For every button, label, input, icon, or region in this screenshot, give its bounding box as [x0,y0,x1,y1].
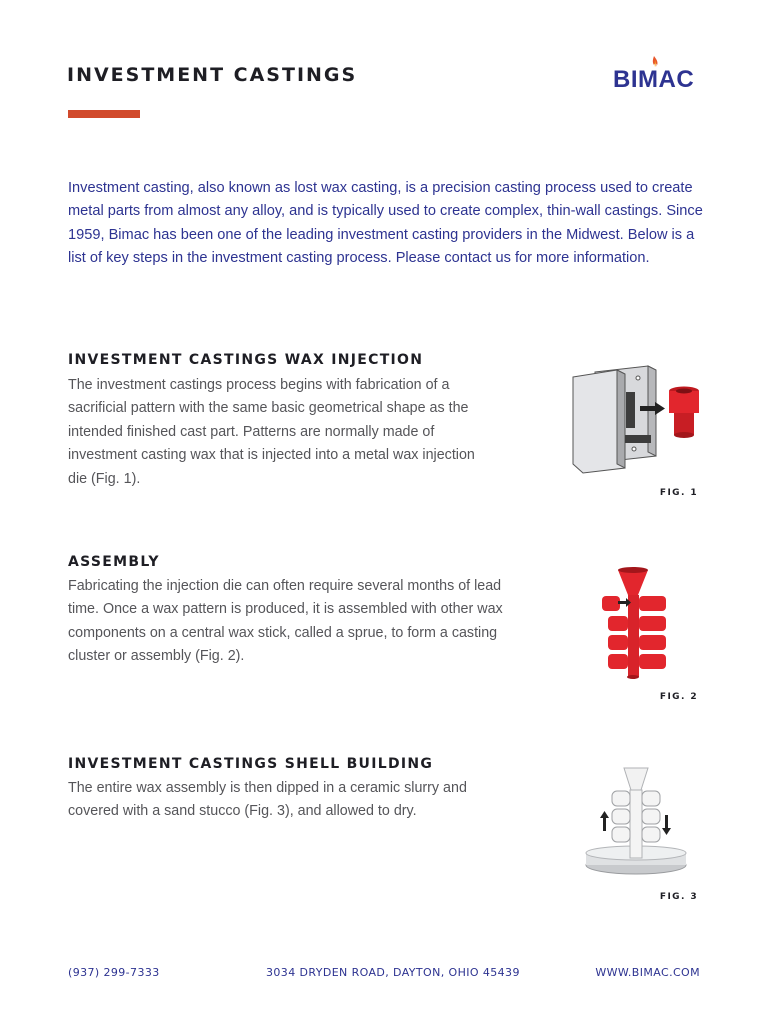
section-heading-shell-building: INVESTMENT CASTINGS SHELL BUILDING [68,756,434,772]
footer-phone[interactable]: (937) 299-7333 [68,966,160,979]
figure-caption-2: FIG. 2 [659,692,698,702]
logo-text: BIMAC [613,66,695,93]
section-body-shell-building: The entire wax assembly is then dipped in a ceramic slurry and covered with a sand stucco (Fig. 3), and allowed to dry. [68,780,467,820]
wax-injection-die-illustration [570,360,705,475]
bimac-logo [612,54,704,94]
intro-paragraph: Investment casting, also known as lost wax casting, is a precision casting process used to create metal parts from almost any alloy, and is typically used to create complex, thin-wall castings. Since 1959, Bimac has been one of the leading investment casting providers in the Midwest. Below is a list of key steps in the investment casting process. Please contact us for more information. [68,180,703,267]
section-body-assembly: Fabricating the injection die can often require several months of lead time. Once a wax pattern is produced, it is assembled with other wax components on a central wax stick, called a sprue, to form a casting cluster or assembly (Fig. 2). [68,578,503,665]
ceramic-slurry-dip-illustration [584,765,689,880]
page-title: INVESTMENT CASTINGS [67,64,358,86]
section-heading-assembly: ASSEMBLY [68,554,160,570]
wax-tree-assembly-illustration [596,565,676,680]
figure-caption-1: FIG. 1 [659,488,698,498]
section-body-wax-injection: The investment castings process begins with fabrication of a sacrificial pattern with the same basic geometrical shape as the intended finished cast part. Patterns are normally made of investment casting wax that is injected into a metal wax injection die (Fig. 1). [68,377,475,487]
figure-caption-3: FIG. 3 [659,892,698,902]
footer-website-link[interactable]: WWW.BIMAC.COM [595,966,700,979]
footer-address: 3034 DRYDEN ROAD, DAYTON, OHIO 45439 [266,966,520,979]
title-accent-bar [68,110,140,118]
section-heading-wax-injection: INVESTMENT CASTINGS WAX INJECTION [68,352,424,368]
